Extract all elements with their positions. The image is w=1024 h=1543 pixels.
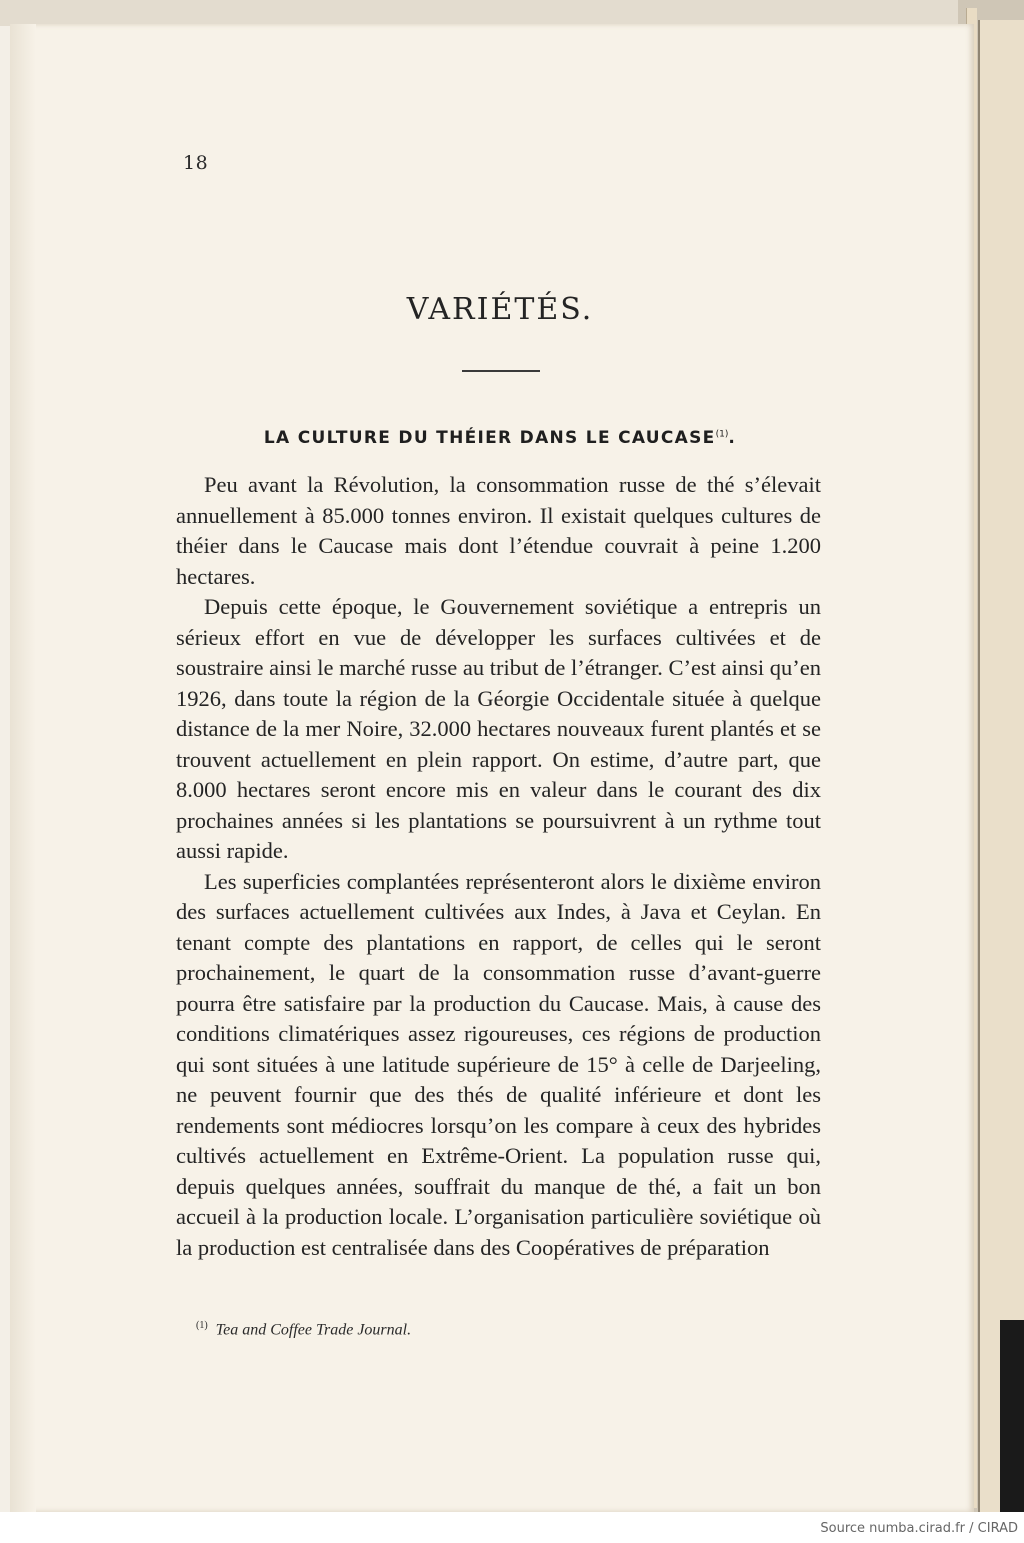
page-title: VARIÉTÉS. xyxy=(406,292,594,327)
footnote xyxy=(196,1320,411,1339)
page-number: 18 xyxy=(183,152,209,174)
section-heading-text: LA CULTURE DU THÉIER DANS LE CAUCASE xyxy=(263,428,716,448)
paragraph-3: Les superficies complantées représenteront alors le dixième environ des surfaces actuellement cultivées aux Indes, à Java et Ceylan. En tenant compte des plantations en rapport, de celles qui le seront prochainement, le quart de la consommation russe d’avant-guerre pourra être satisfaire par la production du Caucase. Mais, à cause des conditions climatériques assez rigoureuses, ces régions de production qui sont situées à une latitude supérieure de 15° à celle de Darjeeling, ne peuvent fournir que des thés de qualité inférieure et dont les rendements sont médiocres lorsqu’on les compare à ceux des hybrides cultivés actuellement en Extrême-Orient. La population russe qui, depuis quelques années, souffrait du manque de thé, a fait un bon accueil à la production locale. L’organisation particulière soviétique où la production est centralisée dans des Coopératives de préparation xyxy=(176,868,821,1260)
section-heading-period: . xyxy=(728,428,737,448)
scan-top-edge xyxy=(0,0,1024,26)
article-body xyxy=(176,470,821,1263)
footnote-text: Tea and Coffee Trade Journal. xyxy=(215,1321,412,1339)
page-gutter-shadow xyxy=(10,24,36,1512)
book-cover-edge xyxy=(978,20,1024,1512)
footnote-marker: (1) xyxy=(196,1320,208,1331)
paragraph-2: Depuis cette époque, le Gouvernement soviétique a entrepris un sérieux effort en vue de développer les surfaces cultivées et de soustraire ainsi le marché russe au tribut de l’étranger. C’est ainsi qu’en 1926, dans toute la région de la Géorgie Occidentale située à quelque distance de la mer Noire, 32.000 hectares nouveaux furent plantés et se trouvent actuellement en plein rapport. On estime, d’autre part, que 8.000 hectares seront encore mis en valeur dans le courant des dix prochaines années si les plantations se poursuivrent à un rythme tout aussi rapide. xyxy=(176,594,821,863)
book-binding-corner xyxy=(1000,1320,1024,1512)
footnote-reference: (1) xyxy=(715,429,729,440)
paragraph-1: Peu avant la Révolution, la consommation russe de thé s’élevait annuellement à 85.000 tonnes environ. Il existait quelques cultures de théier dans le Caucase mais dont l’étendue couvrait à peine 1.200 hectares. xyxy=(176,472,821,589)
section-heading xyxy=(0,428,1000,448)
source-credit: Source numba.cirad.fr / CIRAD xyxy=(820,1521,1018,1536)
title-divider xyxy=(462,370,540,372)
